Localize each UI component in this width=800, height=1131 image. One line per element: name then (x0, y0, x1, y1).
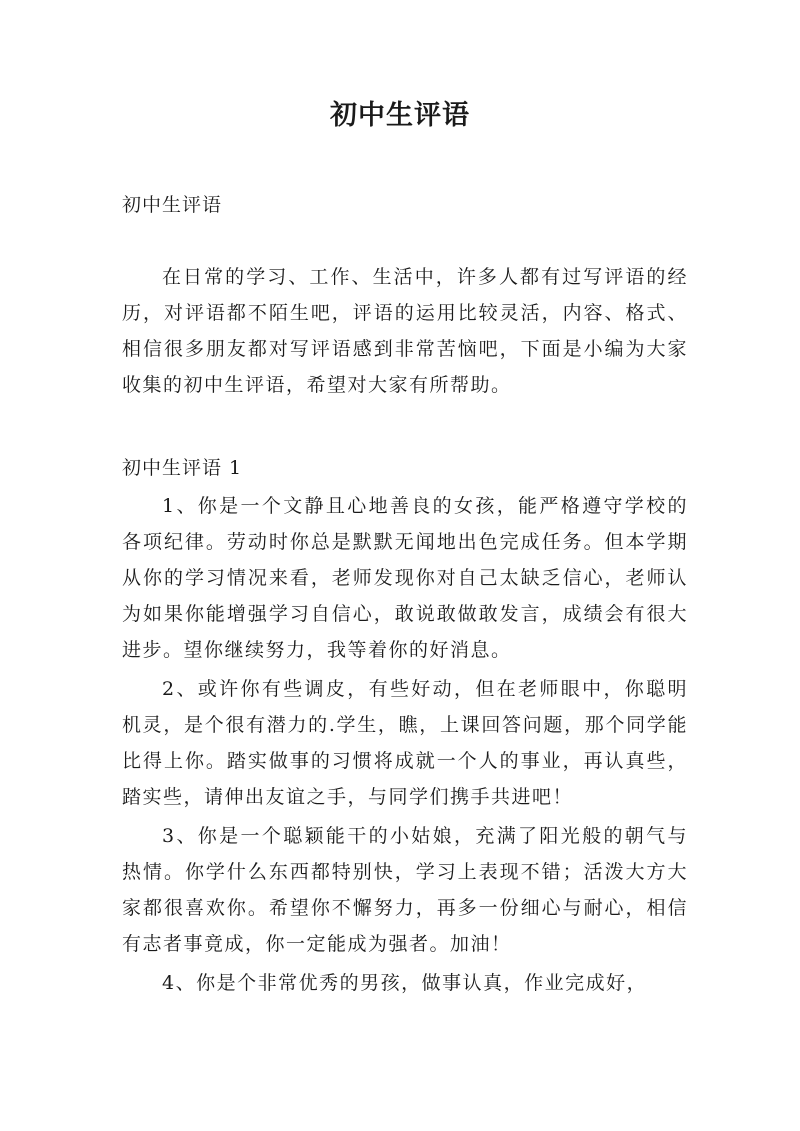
comments-body (122, 488, 688, 1004)
intro-paragraph: 在日常的学习、工作、生活中，许多人都有过写评语的经历，对评语都不陌生吧，评语的运用比较灵活，内容、格式、相信很多朋友都对写评语感到非常苦恼吧，下面是小编为大家收集的初中生评语，希望对大家有所帮助。 (122, 266, 688, 396)
comment-paragraph-4: 4、你是个非常优秀的男孩，做事认真，作业完成好， (162, 972, 648, 994)
section-heading: 初中生评语 1 (122, 457, 243, 479)
document-subtitle: 初中生评语 (122, 194, 223, 216)
comment-paragraph-1: 1、你是一个文静且心地善良的女孩，能严格遵守学校的各项纪律。劳动时你总是默默无闻地出色完成任务。但本学期从你的学习情况来看，老师发现你对自己太缺乏信心，老师认为如果你能增强学习自信心，敢说敢做敢发言，成绩会有很大进步。望你继续努力，我等着你的好消息。 (122, 495, 688, 661)
comment-paragraph-2: 2、或许你有些调皮，有些好动，但在老师眼中，你聪明机灵，是个很有潜力的.学生，瞧，上课回答问题，那个同学能比得上你。踏实做事的习惯将成就一个人的事业，再认真些，踏实些，请伸出友谊之手，与同学们携手共进吧！ (122, 678, 688, 808)
comment-paragraph-3: 3、你是一个聪颖能干的小姑娘，充满了阳光般的朝气与热情。你学什么东西都特别快，学习上表现不错；活泼大方大家都很喜欢你。希望你不懈努力，再多一份细心与耐心，相信有志者事竟成，你一定能成为强者。加油！ (122, 825, 688, 955)
document-title: 初中生评语 (330, 100, 470, 131)
